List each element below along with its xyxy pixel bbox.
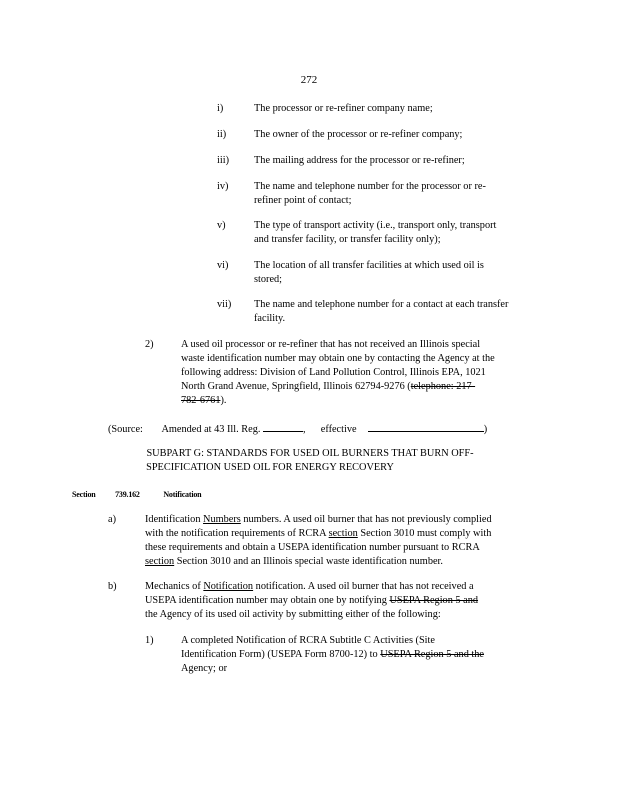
source-effective: effective (320, 424, 357, 435)
text-run: ). (220, 395, 227, 406)
paragraph-line (181, 380, 543, 394)
text-run: numbers. A used oil burner that has not previously complied (240, 514, 492, 525)
item-label: b) (108, 581, 117, 592)
paragraph-line (181, 648, 484, 662)
paragraph-line: A completed Notification of RCRA Subtitle C Activities (Site (181, 635, 435, 646)
list-item-label: i) (217, 103, 224, 114)
deleted-text: 782-6761 (181, 395, 221, 406)
source-amended: Amended at 43 Ill. Reg. (161, 424, 261, 435)
text-run: with the notification requirements of RCRA (145, 528, 329, 539)
list-item-label: vii) (217, 299, 232, 310)
list-item-text-line1: The type of transport activity (i.e., transport only, transport (254, 220, 497, 231)
inserted-text: Notification (203, 581, 254, 592)
list-item-label: vi) (217, 260, 229, 271)
subpart-heading-line1: SUBPART G: STANDARDS FOR USED OIL BURNERS THAT BURN OFF- (146, 448, 474, 459)
list-item-label: v) (217, 220, 226, 231)
blank-line (263, 421, 303, 432)
paragraph-line: A used oil processor or re-refiner that has not received an Illinois special (181, 339, 481, 350)
list-item-text-line1: The location of all transfer facilities at which used oil is (254, 260, 484, 271)
text-run: Identification Form) (USEPA Form 8700-12) to (181, 649, 381, 660)
source-lead: (Source: (108, 424, 143, 435)
inserted-text: section (328, 528, 358, 539)
paragraph-line (145, 580, 474, 594)
deleted-text: USEPA Region 5 and the (380, 649, 485, 660)
deleted-text: telephone: 217- (410, 381, 476, 392)
paragraph-line: waste identification number may obtain one by contacting the Agency at the (181, 353, 495, 364)
list-item-text-line2: stored; (254, 274, 283, 285)
text-run: Section 3010 must comply with (357, 528, 492, 539)
section-heading (72, 488, 201, 502)
paragraph-line (145, 527, 491, 541)
list-item-text: The owner of the processor or re-refiner company; (254, 129, 463, 140)
text-run: Identification (145, 514, 204, 525)
item-label: a) (108, 514, 116, 525)
source-note (108, 421, 487, 437)
list-item-text: The mailing address for the processor or re-refiner; (254, 155, 465, 166)
item-label: 2) (145, 339, 154, 350)
blank-line (368, 421, 484, 432)
page-number: 272 (300, 74, 318, 86)
section-label: Section (72, 490, 96, 499)
paragraph-line (145, 555, 443, 569)
paragraph-line: Agency; or (181, 663, 228, 674)
section-number: 739.162 (115, 490, 140, 499)
paragraph-line: the Agency of its used oil activity by submitting either of the following: (145, 609, 441, 620)
source-comma: , (303, 424, 306, 435)
list-item-label: iii) (217, 155, 230, 166)
list-item-text-line2: refiner point of contact; (254, 195, 352, 206)
list-item-label: ii) (217, 129, 227, 140)
inserted-text: Numbers (203, 514, 241, 525)
paragraph-line (145, 594, 478, 608)
text-run: North Grand Avenue, Springfield, Illinois 62794-9276 ( (181, 381, 411, 392)
list-item-label: iv) (217, 181, 229, 192)
text-run: Mechanics of (145, 581, 204, 592)
list-item-text-line1: The name and telephone number for the processor or re- (254, 181, 486, 192)
deleted-text: USEPA Region 5 and (389, 595, 479, 606)
item-label: 1) (145, 635, 154, 646)
paragraph-line (145, 513, 492, 527)
text-run: notification. A used oil burner that has not received a (253, 581, 474, 592)
list-item-text-line2: facility. (254, 313, 286, 324)
paragraph-line (181, 394, 543, 408)
subpart-heading-line2: SPECIFICATION USED OIL FOR ENERGY RECOVERY (146, 462, 394, 473)
section-title: Notification (163, 490, 202, 499)
text-run: USEPA identification number may obtain one by notifying (145, 595, 390, 606)
inserted-text: section (145, 556, 175, 567)
paragraph-line: these requirements and obtain a USEPA identification number pursuant to RCRA (145, 542, 480, 553)
list-item-text-line2: and transfer facility, or transfer facility only); (254, 234, 441, 245)
list-item-text: The processor or re-refiner company name; (254, 103, 433, 114)
list-item-text-line1: The name and telephone number for a contact at each transfer (254, 299, 509, 310)
paragraph-line: following address: Division of Land Pollution Control, Illinois EPA, 1021 (181, 367, 486, 378)
source-close: ) (483, 424, 488, 435)
text-run: Section 3010 and an Illinois special waste identification number. (174, 556, 443, 567)
